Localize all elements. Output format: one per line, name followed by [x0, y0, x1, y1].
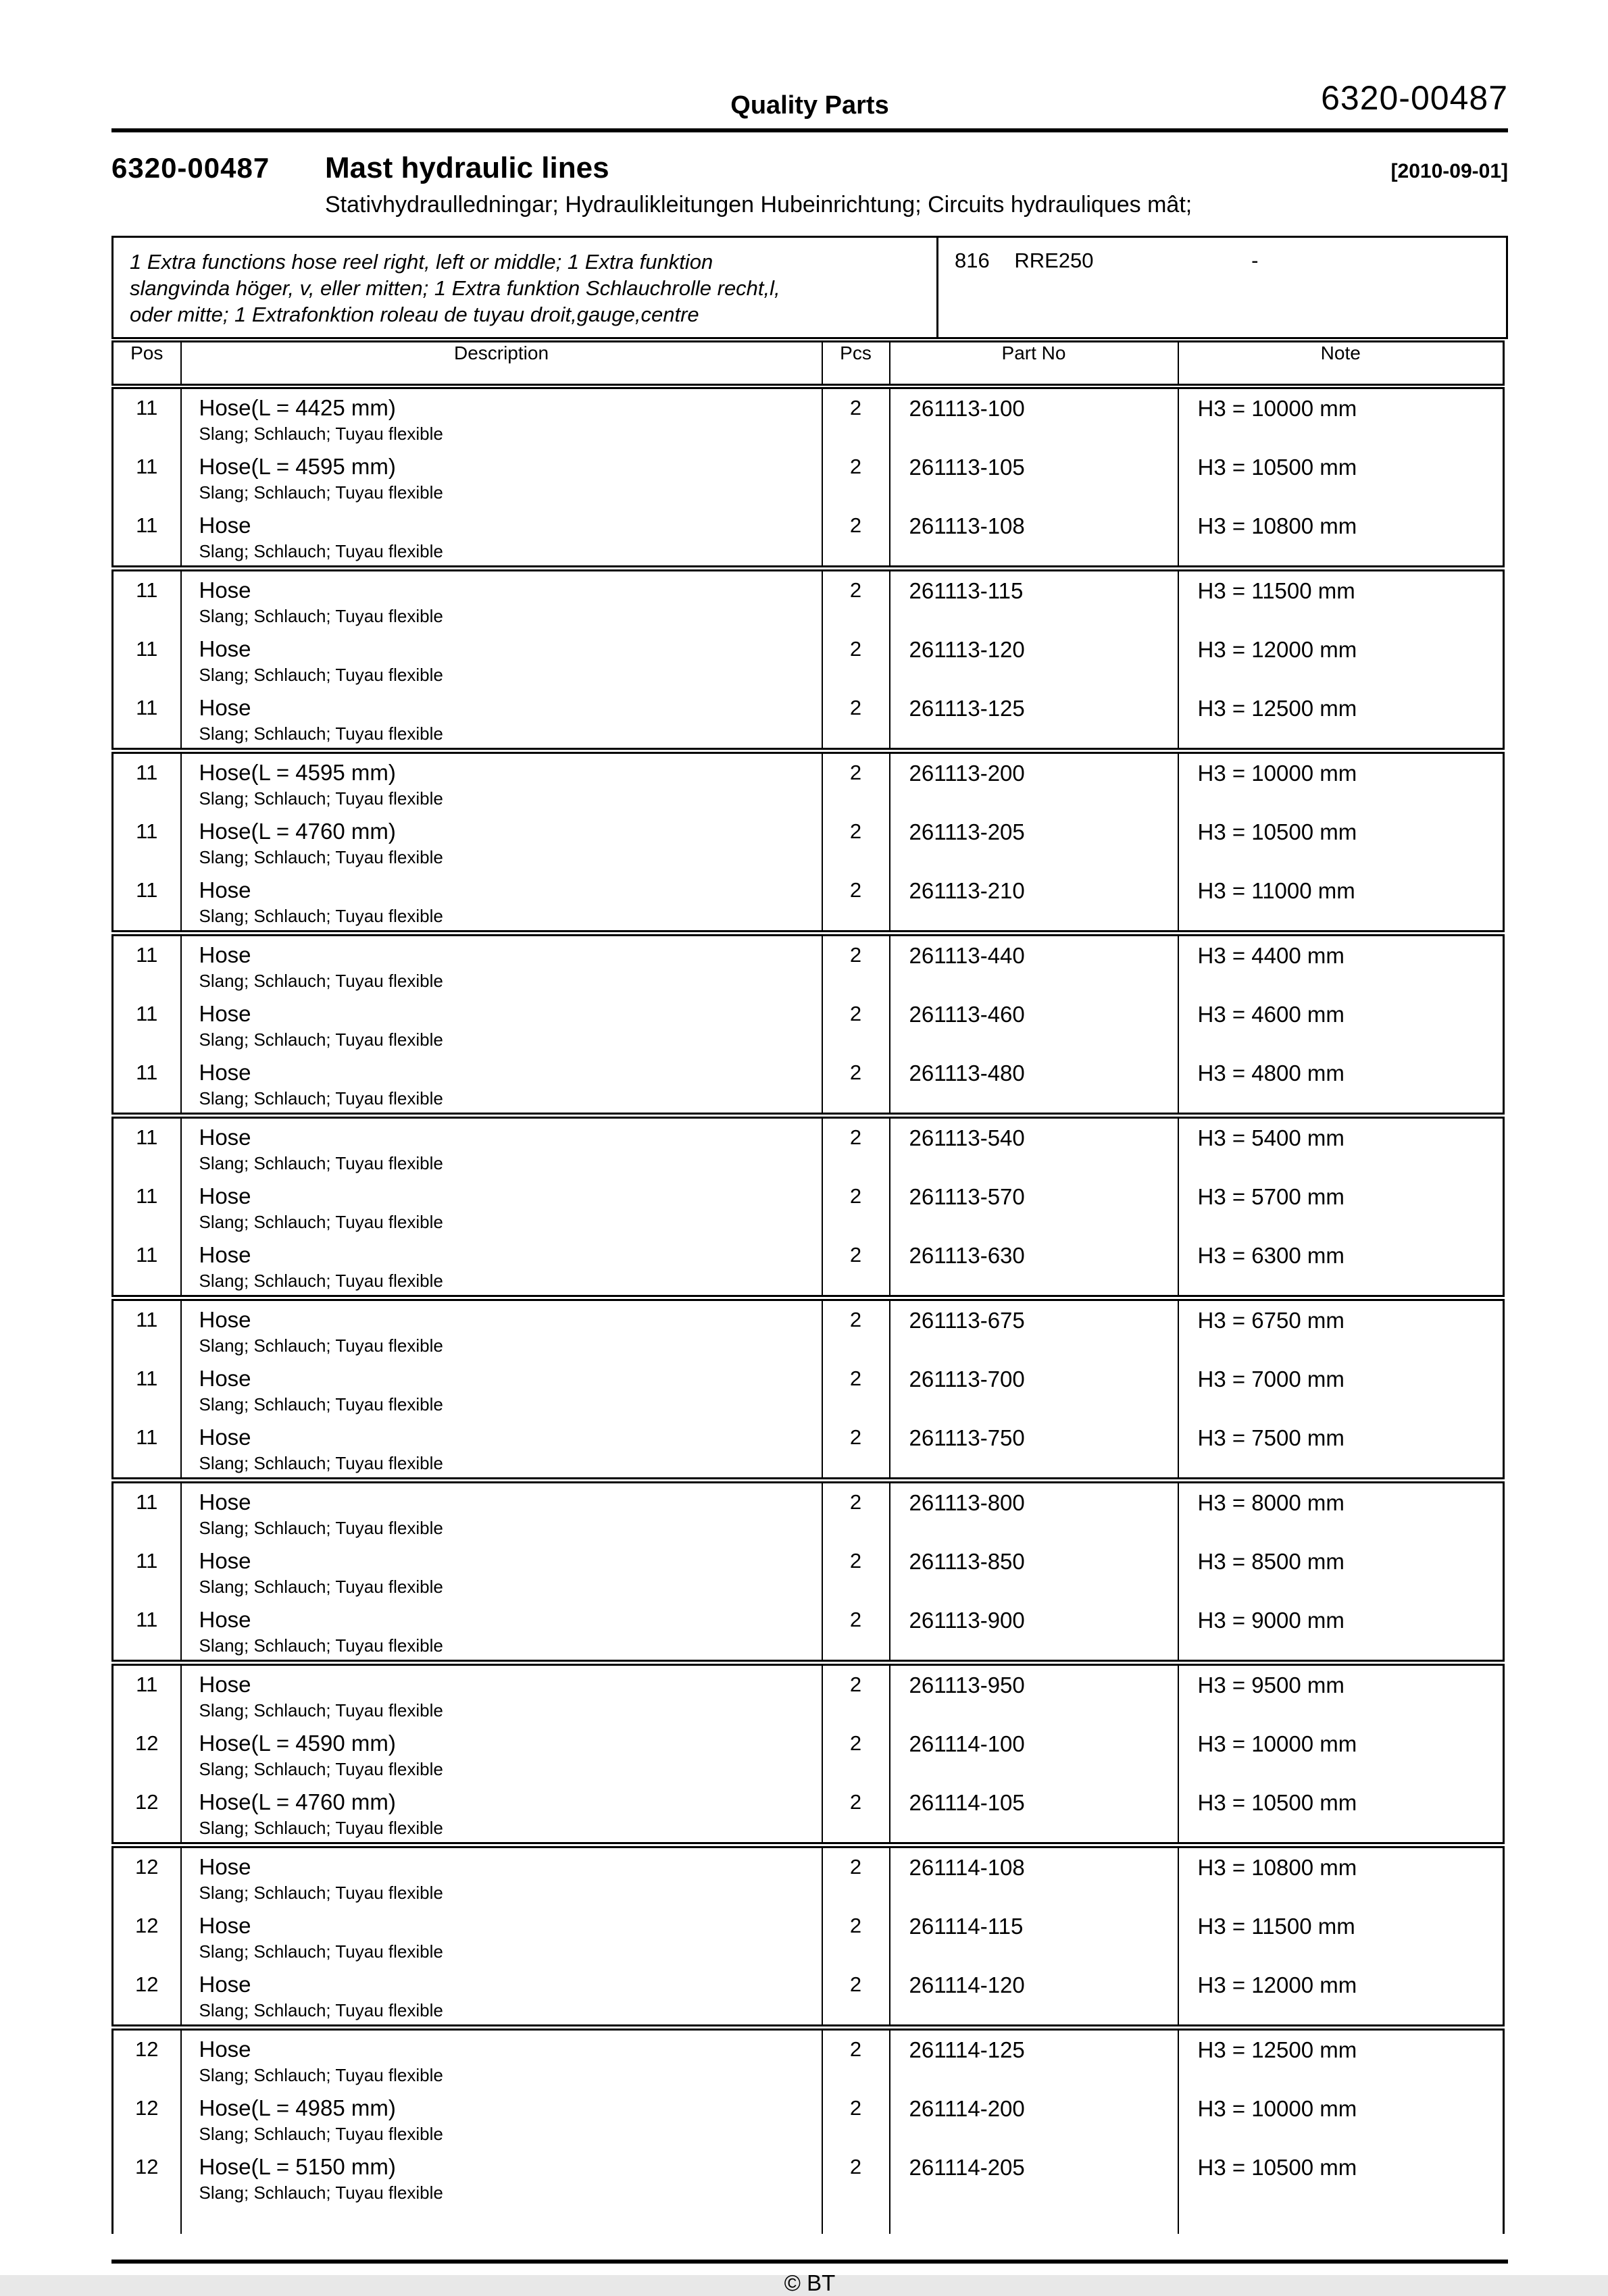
- column-header-partno: Part No: [890, 342, 1178, 386]
- pcs-cell: 2: [822, 1360, 890, 1419]
- title-block: [111, 151, 1508, 185]
- description-translations: Slang; Schlauch; Tuyau flexible: [199, 970, 443, 991]
- pcs-cell: 2: [822, 1725, 890, 1783]
- note-cell: H3 = 8500 mm: [1178, 1542, 1504, 1601]
- note-cell: H3 = 10000 mm: [1178, 386, 1504, 448]
- table-row: [113, 1907, 1504, 1966]
- variant-description: [114, 238, 936, 337]
- part-number-cell: 261113-750: [890, 1419, 1178, 1481]
- part-number-cell: 261114-120: [890, 1966, 1178, 2028]
- description-translations: Slang; Schlauch; Tuyau flexible: [199, 1029, 443, 1050]
- part-number-cell: 261113-675: [890, 1298, 1178, 1360]
- description-translations: Slang; Schlauch; Tuyau flexible: [199, 1576, 443, 1597]
- variant-description-line: oder mitte; 1 Extrafonktion roleau de tuyau droit,gauge,centre: [130, 303, 699, 326]
- description-translations: Slang; Schlauch; Tuyau flexible: [199, 423, 443, 444]
- pcs-cell: 2: [822, 1907, 890, 1966]
- pos-cell: 12: [113, 2027, 181, 2089]
- description-main: Hose: [199, 1671, 251, 1697]
- pos-cell: 11: [113, 1601, 181, 1663]
- description-translations: Slang; Schlauch; Tuyau flexible: [199, 1758, 443, 1779]
- description-cell: [181, 1419, 822, 1481]
- note-cell: H3 = 10500 mm: [1178, 813, 1504, 871]
- pos-cell: 12: [113, 2089, 181, 2148]
- description-main: Hose: [199, 1548, 251, 1573]
- pos-cell: 11: [113, 568, 181, 630]
- part-number-cell: 261114-205: [890, 2148, 1178, 2234]
- pos-cell: 11: [113, 1236, 181, 1298]
- description-cell: [181, 1360, 822, 1419]
- note-cell: H3 = 4400 mm: [1178, 933, 1504, 995]
- description-translations: Slang; Schlauch; Tuyau flexible: [199, 1882, 443, 1903]
- note-cell: H3 = 7500 mm: [1178, 1419, 1504, 1481]
- note-cell: H3 = 12000 mm: [1178, 630, 1504, 689]
- description-cell: [181, 871, 822, 934]
- part-number-cell: 261114-200: [890, 2089, 1178, 2148]
- part-number-cell: 261113-800: [890, 1480, 1178, 1542]
- part-number-cell: 261113-540: [890, 1115, 1178, 1177]
- pcs-cell: 2: [822, 1662, 890, 1725]
- pcs-cell: 2: [822, 995, 890, 1054]
- description-cell: [181, 689, 822, 751]
- table-row: [113, 2089, 1504, 2148]
- footer-copyright: © BT: [784, 2270, 836, 2295]
- note-cell: H3 = 11500 mm: [1178, 568, 1504, 630]
- row-group: [113, 933, 1504, 1115]
- description-translations: Slang; Schlauch; Tuyau flexible: [199, 1335, 443, 1356]
- pcs-cell: 2: [822, 448, 890, 507]
- note-cell: H3 = 9500 mm: [1178, 1662, 1504, 1725]
- description-main: Hose: [199, 1183, 251, 1208]
- note-cell: H3 = 10500 mm: [1178, 2148, 1504, 2234]
- table-row: [113, 1783, 1504, 1845]
- column-header-pos: Pos: [113, 342, 181, 386]
- note-cell: H3 = 10500 mm: [1178, 448, 1504, 507]
- table-row: [113, 1480, 1504, 1542]
- pcs-cell: 2: [822, 630, 890, 689]
- pcs-cell: 2: [822, 1177, 890, 1236]
- description-cell: [181, 448, 822, 507]
- description-translations: Slang; Schlauch; Tuyau flexible: [199, 1817, 443, 1838]
- pcs-cell: 2: [822, 568, 890, 630]
- table-row: [113, 1054, 1504, 1116]
- table-row: [113, 1360, 1504, 1419]
- description-translations: Slang; Schlauch; Tuyau flexible: [199, 1517, 443, 1538]
- pcs-cell: 2: [822, 1054, 890, 1116]
- pcs-cell: 2: [822, 1236, 890, 1298]
- pos-cell: 11: [113, 871, 181, 934]
- note-cell: H3 = 10800 mm: [1178, 1845, 1504, 1907]
- pcs-cell: 2: [822, 386, 890, 448]
- pcs-cell: 2: [822, 1966, 890, 2028]
- variant-description-line: slangvinda höger, v, eller mitten; 1 Extra funktion Schlauchrolle recht,l,: [130, 276, 780, 300]
- part-number-cell: 261113-200: [890, 750, 1178, 813]
- subtitle-row: [111, 192, 1508, 218]
- part-number-cell: 261114-125: [890, 2027, 1178, 2089]
- description-cell: [181, 1845, 822, 1907]
- part-number-cell: 261113-480: [890, 1054, 1178, 1116]
- table-row: [113, 1115, 1504, 1177]
- description-cell: [181, 1177, 822, 1236]
- part-number-cell: 261113-440: [890, 933, 1178, 995]
- description-main: Hose: [199, 877, 251, 902]
- row-group: [113, 386, 1504, 569]
- part-number-cell: 261113-460: [890, 995, 1178, 1054]
- variant-code: 816: [955, 249, 990, 272]
- note-cell: H3 = 10500 mm: [1178, 1783, 1504, 1845]
- table-row: [113, 933, 1504, 995]
- table-row: [113, 1542, 1504, 1601]
- table-row: [113, 689, 1504, 751]
- page-header: [111, 0, 1508, 132]
- description-cell: [181, 1783, 822, 1845]
- note-cell: H3 = 6750 mm: [1178, 1298, 1504, 1360]
- pos-cell: 11: [113, 1298, 181, 1360]
- description-translations: Slang; Schlauch; Tuyau flexible: [199, 1394, 443, 1414]
- table-row: [113, 2027, 1504, 2089]
- description-cell: [181, 2148, 822, 2234]
- pos-cell: 12: [113, 1845, 181, 1907]
- description-cell: [181, 1542, 822, 1601]
- note-cell: H3 = 12500 mm: [1178, 689, 1504, 751]
- pcs-cell: 2: [822, 813, 890, 871]
- note-cell: H3 = 12500 mm: [1178, 2027, 1504, 2089]
- table-row: [113, 386, 1504, 448]
- table-row: [113, 568, 1504, 630]
- description-main: Hose: [199, 1489, 251, 1514]
- description-cell: [181, 1966, 822, 2028]
- row-group: [113, 1662, 1504, 1845]
- description-cell: [181, 1480, 822, 1542]
- description-translations: Slang; Schlauch; Tuyau flexible: [199, 2064, 443, 2085]
- description-translations: Slang; Schlauch; Tuyau flexible: [199, 1152, 443, 1173]
- description-translations: Slang; Schlauch; Tuyau flexible: [199, 1700, 443, 1720]
- pos-cell: 11: [113, 1054, 181, 1116]
- description-cell: [181, 1236, 822, 1298]
- table-row: [113, 1236, 1504, 1298]
- table-row: [113, 1725, 1504, 1783]
- page-title: Mast hydraulic lines: [325, 151, 609, 184]
- description-main: Hose(L = 4760 mm): [199, 818, 396, 844]
- description-cell: [181, 1054, 822, 1116]
- description-main: Hose: [199, 1242, 251, 1267]
- part-number-cell: 261113-125: [890, 689, 1178, 751]
- description-cell: [181, 750, 822, 813]
- pcs-cell: 2: [822, 1298, 890, 1360]
- pos-cell: 11: [113, 1542, 181, 1601]
- row-group: [113, 1298, 1504, 1480]
- note-cell: H3 = 10000 mm: [1178, 2089, 1504, 2148]
- pos-cell: 11: [113, 1115, 181, 1177]
- description-main: Hose: [199, 1424, 251, 1450]
- part-number-cell: 261114-105: [890, 1783, 1178, 1845]
- description-cell: [181, 995, 822, 1054]
- pos-cell: 11: [113, 995, 181, 1054]
- description-cell: [181, 630, 822, 689]
- pcs-cell: 2: [822, 1845, 890, 1907]
- description-cell: [181, 1298, 822, 1360]
- description-main: Hose: [199, 1854, 251, 1879]
- pos-cell: 11: [113, 507, 181, 569]
- description-translations: Slang; Schlauch; Tuyau flexible: [199, 1635, 443, 1656]
- variant-model: RRE250: [1014, 249, 1094, 272]
- description-main: Hose: [199, 1059, 251, 1085]
- description-main: Hose: [199, 1971, 251, 1997]
- pcs-cell: 2: [822, 1115, 890, 1177]
- note-cell: H3 = 11000 mm: [1178, 871, 1504, 934]
- description-translations: Slang; Schlauch; Tuyau flexible: [199, 1088, 443, 1108]
- pcs-cell: 2: [822, 2148, 890, 2234]
- description-translations: Slang; Schlauch; Tuyau flexible: [199, 1452, 443, 1473]
- pcs-cell: 2: [822, 1480, 890, 1542]
- description-cell: [181, 1907, 822, 1966]
- description-translations: Slang; Schlauch; Tuyau flexible: [199, 1999, 443, 2020]
- description-translations: Slang; Schlauch; Tuyau flexible: [199, 540, 443, 561]
- header-center-title: Quality Parts: [730, 91, 889, 120]
- part-number-cell: 261113-115: [890, 568, 1178, 630]
- description-main: Hose: [199, 512, 251, 538]
- pcs-cell: 2: [822, 1542, 890, 1601]
- pos-cell: 12: [113, 2148, 181, 2234]
- description-main: Hose: [199, 1912, 251, 1938]
- note-cell: H3 = 4600 mm: [1178, 995, 1504, 1054]
- table-row: [113, 1601, 1504, 1663]
- header-document-number: 6320-00487: [1321, 79, 1508, 117]
- row-group: [113, 1845, 1504, 2027]
- column-header-note: Note: [1178, 342, 1504, 386]
- part-number-cell: 261114-108: [890, 1845, 1178, 1907]
- footer-divider: [111, 2260, 1508, 2264]
- description-main: Hose(L = 5150 mm): [199, 2153, 396, 2179]
- description-translations: Slang; Schlauch; Tuyau flexible: [199, 788, 443, 809]
- pos-cell: 11: [113, 1419, 181, 1481]
- pos-cell: 11: [113, 1177, 181, 1236]
- description-main: Hose: [199, 1606, 251, 1632]
- variant-description-line: 1 Extra functions hose reel right, left or middle; 1 Extra funktion: [130, 250, 713, 274]
- pos-cell: 12: [113, 1725, 181, 1783]
- description-main: Hose(L = 4590 mm): [199, 1730, 396, 1756]
- part-number-cell: 261113-100: [890, 386, 1178, 448]
- row-group: [113, 1480, 1504, 1662]
- description-main: Hose(L = 4985 mm): [199, 2095, 396, 2120]
- page-subtitle: Stativhydraulledningar; Hydraulikleitungen Hubeinrichtung; Circuits hydrauliques mât;: [325, 192, 1192, 218]
- description-main: Hose: [199, 942, 251, 967]
- note-cell: H3 = 8000 mm: [1178, 1480, 1504, 1542]
- description-translations: Slang; Schlauch; Tuyau flexible: [199, 605, 443, 626]
- part-number-cell: 261113-570: [890, 1177, 1178, 1236]
- description-main: Hose: [199, 1000, 251, 1026]
- note-cell: H3 = 5400 mm: [1178, 1115, 1504, 1177]
- note-cell: H3 = 10800 mm: [1178, 507, 1504, 569]
- variant-dash: -: [1251, 249, 1259, 272]
- variant-model-cell: [936, 238, 1506, 337]
- column-header-pcs: Pcs: [822, 342, 890, 386]
- table-row: [113, 2148, 1504, 2234]
- table-row: [113, 1177, 1504, 1236]
- description-translations: Slang; Schlauch; Tuyau flexible: [199, 1211, 443, 1232]
- note-cell: H3 = 11500 mm: [1178, 1907, 1504, 1966]
- pos-cell: 11: [113, 689, 181, 751]
- parts-table: [111, 340, 1505, 2234]
- part-number-cell: 261113-950: [890, 1662, 1178, 1725]
- pos-cell: 11: [113, 933, 181, 995]
- pos-cell: 11: [113, 1360, 181, 1419]
- table-row: [113, 871, 1504, 934]
- table-row: [113, 750, 1504, 813]
- description-translations: Slang; Schlauch; Tuyau flexible: [199, 723, 443, 744]
- variant-info-box: [111, 236, 1508, 339]
- description-main: Hose: [199, 1124, 251, 1150]
- pos-cell: 11: [113, 1662, 181, 1725]
- description-cell: [181, 1725, 822, 1783]
- note-cell: H3 = 10000 mm: [1178, 750, 1504, 813]
- table-row: [113, 630, 1504, 689]
- note-cell: H3 = 9000 mm: [1178, 1601, 1504, 1663]
- description-main: Hose: [199, 694, 251, 720]
- table-row: [113, 507, 1504, 569]
- table-row: [113, 1966, 1504, 2028]
- part-number-cell: 261113-205: [890, 813, 1178, 871]
- pcs-cell: 2: [822, 2089, 890, 2148]
- description-main: Hose: [199, 636, 251, 661]
- description-cell: [181, 507, 822, 569]
- row-group: [113, 568, 1504, 750]
- description-main: Hose: [199, 1306, 251, 1332]
- part-number-cell: 261114-100: [890, 1725, 1178, 1783]
- description-cell: [181, 813, 822, 871]
- part-number-cell: 261113-105: [890, 448, 1178, 507]
- description-translations: Slang; Schlauch; Tuyau flexible: [199, 2182, 443, 2203]
- part-number-cell: 261113-120: [890, 630, 1178, 689]
- part-number-cell: 261113-900: [890, 1601, 1178, 1663]
- pcs-cell: 2: [822, 1601, 890, 1663]
- parts-table-header: [113, 342, 1504, 386]
- pos-cell: 11: [113, 813, 181, 871]
- note-cell: H3 = 7000 mm: [1178, 1360, 1504, 1419]
- row-group: [113, 1115, 1504, 1298]
- description-cell: [181, 933, 822, 995]
- description-main: Hose(L = 4425 mm): [199, 394, 396, 420]
- description-translations: Slang; Schlauch; Tuyau flexible: [199, 1941, 443, 1962]
- pos-cell: 12: [113, 1966, 181, 2028]
- part-number-cell: 261113-700: [890, 1360, 1178, 1419]
- row-group: [113, 750, 1504, 933]
- description-cell: [181, 1662, 822, 1725]
- pcs-cell: 2: [822, 1783, 890, 1845]
- pos-cell: 11: [113, 448, 181, 507]
- description-main: Hose: [199, 1365, 251, 1391]
- pos-cell: 12: [113, 1907, 181, 1966]
- column-header-description: Description: [181, 342, 822, 386]
- pos-cell: 12: [113, 1783, 181, 1845]
- part-number-cell: 261113-630: [890, 1236, 1178, 1298]
- pos-cell: 11: [113, 630, 181, 689]
- pos-cell: 11: [113, 1480, 181, 1542]
- description-main: Hose(L = 4595 mm): [199, 453, 396, 479]
- description-translations: Slang; Schlauch; Tuyau flexible: [199, 1270, 443, 1291]
- description-cell: [181, 568, 822, 630]
- note-cell: H3 = 12000 mm: [1178, 1966, 1504, 2028]
- table-row: [113, 1298, 1504, 1360]
- pcs-cell: 2: [822, 750, 890, 813]
- note-cell: H3 = 5700 mm: [1178, 1177, 1504, 1236]
- table-row: [113, 1662, 1504, 1725]
- description-cell: [181, 1601, 822, 1663]
- description-translations: Slang; Schlauch; Tuyau flexible: [199, 2123, 443, 2144]
- pos-cell: 11: [113, 750, 181, 813]
- description-main: Hose(L = 4760 mm): [199, 1789, 396, 1814]
- pcs-cell: 2: [822, 871, 890, 934]
- table-row: [113, 1845, 1504, 1907]
- description-cell: [181, 2027, 822, 2089]
- description-main: Hose: [199, 2036, 251, 2062]
- note-cell: H3 = 10000 mm: [1178, 1725, 1504, 1783]
- pcs-cell: 2: [822, 689, 890, 751]
- note-cell: H3 = 4800 mm: [1178, 1054, 1504, 1116]
- document-number: 6320-00487: [111, 152, 270, 184]
- pcs-cell: 2: [822, 2027, 890, 2089]
- description-translations: Slang; Schlauch; Tuyau flexible: [199, 482, 443, 503]
- description-cell: [181, 1115, 822, 1177]
- pcs-cell: 2: [822, 933, 890, 995]
- table-row: [113, 448, 1504, 507]
- table-row: [113, 1419, 1504, 1481]
- description-translations: Slang; Schlauch; Tuyau flexible: [199, 846, 443, 867]
- pos-cell: 11: [113, 386, 181, 448]
- pcs-cell: 2: [822, 1419, 890, 1481]
- description-main: Hose(L = 4595 mm): [199, 759, 396, 785]
- part-number-cell: 261113-108: [890, 507, 1178, 569]
- revision-date: [2010-09-01]: [1390, 160, 1508, 182]
- part-number-cell: 261114-115: [890, 1907, 1178, 1966]
- description-cell: [181, 2089, 822, 2148]
- part-number-cell: 261113-210: [890, 871, 1178, 934]
- description-main: Hose: [199, 577, 251, 603]
- note-cell: H3 = 6300 mm: [1178, 1236, 1504, 1298]
- row-group: [113, 2027, 1504, 2234]
- part-number-cell: 261113-850: [890, 1542, 1178, 1601]
- table-row: [113, 813, 1504, 871]
- pcs-cell: 2: [822, 507, 890, 569]
- description-translations: Slang; Schlauch; Tuyau flexible: [199, 664, 443, 685]
- description-translations: Slang; Schlauch; Tuyau flexible: [199, 905, 443, 926]
- table-row: [113, 995, 1504, 1054]
- description-cell: [181, 386, 822, 448]
